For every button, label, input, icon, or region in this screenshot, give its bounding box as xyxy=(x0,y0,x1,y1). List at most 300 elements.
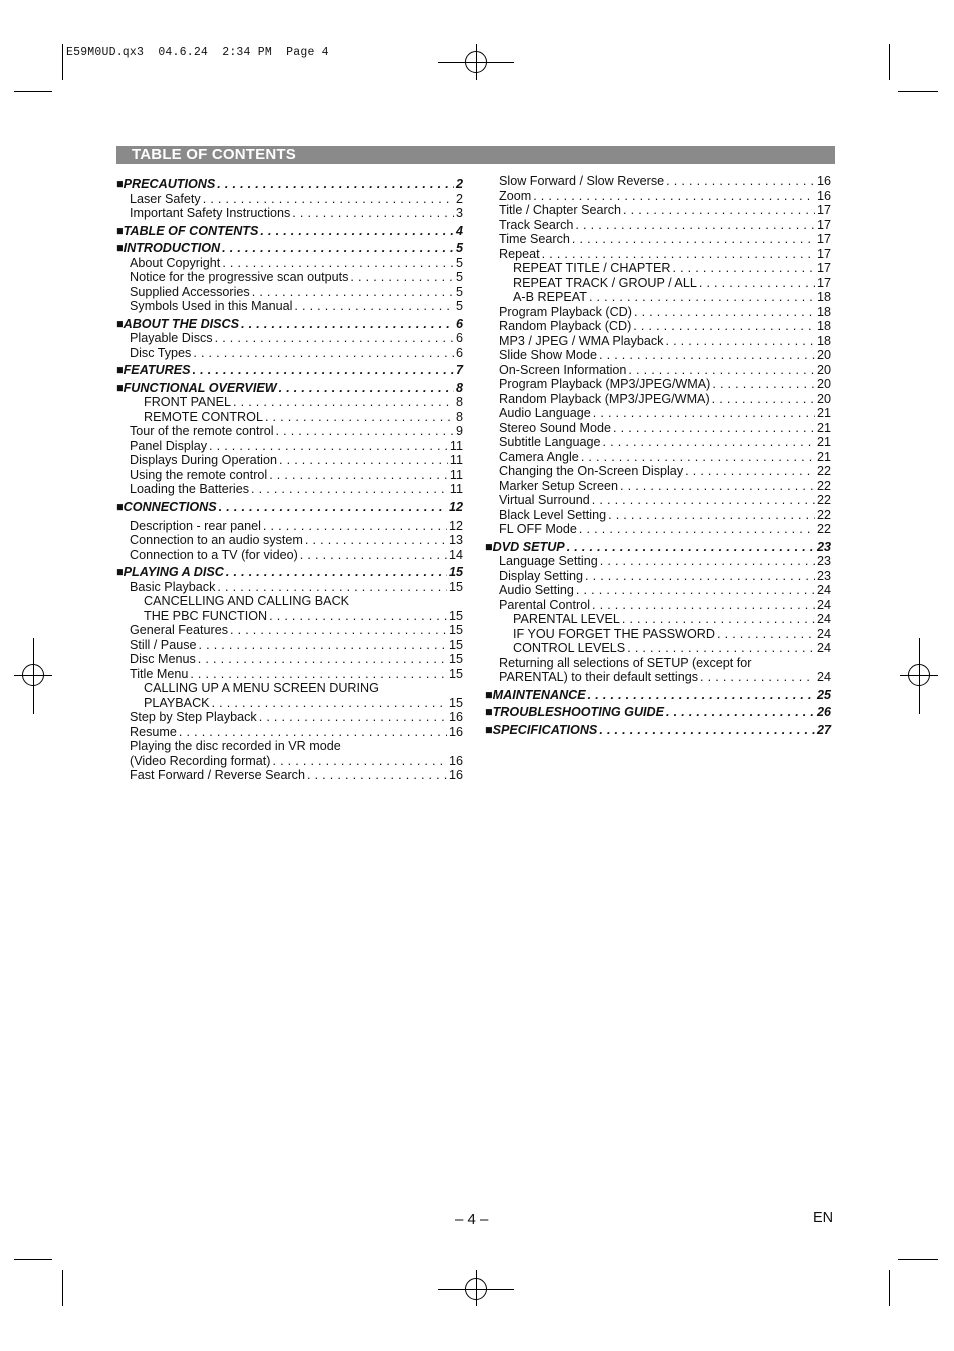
toc-entry-title: FEATURES xyxy=(123,363,191,377)
toc-page-number: 6 xyxy=(455,331,463,345)
toc-entry-title: Playable Discs xyxy=(130,331,213,345)
toc-entry[interactable] xyxy=(116,424,463,439)
dot-leader xyxy=(599,348,815,363)
toc-entry-title: Virtual Surround xyxy=(499,493,590,507)
dot-leader xyxy=(209,439,448,454)
dot-leader xyxy=(666,705,815,720)
toc-entry[interactable] xyxy=(116,667,463,682)
toc-entry[interactable] xyxy=(116,580,463,595)
toc-entry[interactable] xyxy=(116,256,463,271)
crop-mark xyxy=(14,91,52,92)
toc-entry-title: DVD SETUP xyxy=(492,539,565,554)
toc-entry[interactable] xyxy=(116,725,463,740)
toc-entry-title: Camera Angle xyxy=(499,449,579,464)
toc-entry-title: PLAYBACK xyxy=(144,695,210,710)
toc-entry-title: Supplied Accessories xyxy=(130,284,250,299)
dot-leader xyxy=(292,206,454,221)
dot-leader xyxy=(592,598,815,613)
toc-entry-title: Stereo Sound Mode xyxy=(499,420,612,435)
toc-page-number: 5 xyxy=(455,241,463,255)
dot-leader xyxy=(193,363,454,378)
toc-entry[interactable] xyxy=(116,439,463,454)
dot-leader xyxy=(600,554,815,569)
dot-leader xyxy=(712,392,815,407)
square-bullet-icon: ■ xyxy=(485,705,493,719)
toc-entry[interactable] xyxy=(485,406,831,421)
toc-entry[interactable] xyxy=(485,670,831,685)
toc-entry-title: Important Safety Instructions xyxy=(130,206,291,220)
dot-leader xyxy=(717,627,815,642)
toc-page-number: 8 xyxy=(455,395,463,409)
toc-entry-title: (Video Recording format) xyxy=(130,753,271,768)
toc-entry-line: CALLING UP A MENU SCREEN DURING xyxy=(144,681,379,695)
toc-entry-title: MAINTENANCE xyxy=(492,687,586,702)
toc-page-number: 15 xyxy=(448,637,463,652)
toc-entry[interactable] xyxy=(485,218,831,233)
toc-page-number: 3 xyxy=(455,206,463,220)
toc-entry[interactable] xyxy=(485,569,831,584)
toc-title: TABLE OF CONTENTS xyxy=(132,146,296,163)
square-bullet-icon: ■ xyxy=(116,499,124,514)
dot-leader xyxy=(305,533,447,548)
dot-leader xyxy=(217,580,447,595)
toc-entry-title: Audio Setting xyxy=(499,583,574,597)
toc-page-number: 23 xyxy=(816,568,831,583)
toc-entry-title: Connection to a TV (for video) xyxy=(130,547,298,562)
toc-section[interactable] xyxy=(116,224,463,239)
toc-entry[interactable] xyxy=(116,346,463,361)
toc-page-number: 16 xyxy=(816,188,831,203)
toc-entry-line: Returning all selections of SETUP (except for xyxy=(499,655,752,670)
dot-leader xyxy=(179,725,447,740)
toc-entry[interactable] xyxy=(485,319,831,334)
language-code: EN xyxy=(813,1210,834,1226)
toc-page-number: 2 xyxy=(455,191,463,206)
toc-entry-title: Using the remote control xyxy=(130,467,268,482)
toc-entry[interactable] xyxy=(116,696,463,711)
toc-page-number: 8 xyxy=(455,380,463,395)
toc-entry-title: Basic Playback xyxy=(130,579,216,594)
toc-page-number: 17 xyxy=(816,261,831,275)
toc-entry[interactable] xyxy=(116,623,463,638)
crop-mark xyxy=(14,1259,52,1260)
toc-entry-title: Program Playback (MP3/JPEG/WMA) xyxy=(499,377,711,391)
crop-mark xyxy=(898,1259,938,1260)
dot-leader xyxy=(279,381,454,396)
square-bullet-icon: ■ xyxy=(116,380,124,395)
toc-section[interactable] xyxy=(116,381,463,396)
toc-entry-title: FL OFF Mode xyxy=(499,522,577,536)
dot-leader xyxy=(567,540,815,555)
toc-page-number: 5 xyxy=(455,284,463,299)
toc-entry-line: Playing the disc recorded in VR mode xyxy=(130,739,341,753)
dot-leader xyxy=(589,290,815,305)
dot-leader xyxy=(241,317,454,332)
toc-entry-title: PARENTAL) to their default settings xyxy=(499,670,699,684)
toc-page-number: 11 xyxy=(449,467,463,482)
dot-leader xyxy=(628,363,815,378)
dot-leader xyxy=(259,710,447,725)
toc-entry[interactable] xyxy=(485,203,831,218)
toc-section[interactable] xyxy=(116,241,463,256)
toc-section[interactable] xyxy=(116,565,463,580)
toc-entry[interactable] xyxy=(116,331,463,346)
toc-entry-title: REMOTE CONTROL xyxy=(144,409,263,424)
toc-entry[interactable] xyxy=(485,583,831,598)
toc-section[interactable] xyxy=(485,688,831,703)
dot-leader xyxy=(217,177,454,192)
toc-page-number: 23 xyxy=(816,539,831,554)
square-bullet-icon: ■ xyxy=(116,363,124,377)
toc-entry-title: Track Search xyxy=(499,217,574,232)
toc-entry-title: FUNCTIONAL OVERVIEW xyxy=(123,380,277,395)
dot-leader xyxy=(633,319,815,334)
toc-entry-title: Black Level Setting xyxy=(499,507,607,522)
toc-section[interactable] xyxy=(485,540,831,555)
toc-page-number: 6 xyxy=(455,316,463,331)
toc-entry-title: Changing the On-Screen Display xyxy=(499,464,684,478)
toc-page-number: 15 xyxy=(448,666,463,681)
toc-page-number: 20 xyxy=(816,362,831,377)
toc-entry[interactable] xyxy=(485,612,831,627)
toc-entry-title: PLAYING A DISC xyxy=(123,565,224,579)
dot-leader xyxy=(593,406,815,421)
square-bullet-icon: ■ xyxy=(485,539,493,554)
toc-entry[interactable] xyxy=(116,754,463,769)
registration-circle xyxy=(22,664,44,686)
dot-leader xyxy=(260,224,454,239)
toc-entry-title: Resume xyxy=(130,724,177,739)
toc-page-number: 16 xyxy=(448,710,463,724)
toc-page-number: 21 xyxy=(816,435,831,449)
dot-leader xyxy=(300,548,447,563)
toc-page-number: 18 xyxy=(816,319,831,333)
toc-page-number: 5 xyxy=(455,255,463,270)
dot-leader xyxy=(198,652,447,667)
dot-leader xyxy=(579,522,815,537)
toc-section[interactable] xyxy=(485,723,831,738)
toc-entry[interactable] xyxy=(485,508,831,523)
dot-leader xyxy=(263,519,447,534)
toc-entry[interactable] xyxy=(485,348,831,363)
toc-page-number: 11 xyxy=(449,453,463,467)
dot-leader xyxy=(627,641,815,656)
toc-entry-title: Slide Show Mode xyxy=(499,348,598,362)
toc-entry[interactable] xyxy=(485,435,831,450)
registration-circle xyxy=(465,1278,487,1300)
toc-section[interactable] xyxy=(116,500,463,515)
toc-page-number: 15 xyxy=(448,652,463,666)
crop-mark xyxy=(889,44,890,80)
toc-entry-title: CONTROL LEVELS xyxy=(513,641,626,655)
toc-entry-title: Title Menu xyxy=(130,666,189,681)
toc-entry-title: Marker Setup Screen xyxy=(499,478,618,493)
crop-mark xyxy=(62,1270,63,1306)
toc-entry[interactable] xyxy=(116,482,463,497)
toc-page-number: 15 xyxy=(448,608,463,623)
toc-section[interactable] xyxy=(116,317,463,332)
toc-entry[interactable] xyxy=(116,768,463,783)
dot-leader xyxy=(592,493,815,508)
toc-page-number: 16 xyxy=(816,174,831,188)
toc-page-number: 27 xyxy=(816,722,831,737)
toc-entry[interactable] xyxy=(485,522,831,537)
toc-entry[interactable] xyxy=(116,638,463,653)
toc-entry[interactable] xyxy=(485,493,831,508)
dot-leader xyxy=(672,261,815,276)
toc-page-number: 18 xyxy=(816,304,831,319)
toc-page-number: 2 xyxy=(455,177,463,191)
toc-page-number: 22 xyxy=(816,478,831,493)
toc-entry[interactable] xyxy=(116,548,463,563)
toc-page-number: 14 xyxy=(448,547,463,562)
toc-entry[interactable] xyxy=(116,533,463,548)
dot-leader xyxy=(588,688,815,703)
dot-leader xyxy=(542,247,815,262)
toc-entry-title: Loading the Batteries xyxy=(130,482,250,496)
registration-circle xyxy=(908,664,930,686)
toc-entry[interactable] xyxy=(485,377,831,392)
toc-section[interactable] xyxy=(485,705,831,720)
toc-page-number: 22 xyxy=(816,522,831,536)
toc-page-number: 6 xyxy=(455,345,463,360)
dot-leader xyxy=(222,241,454,256)
toc-page-number: 22 xyxy=(816,507,831,522)
dot-leader xyxy=(276,424,454,439)
toc-title-bar xyxy=(116,146,835,164)
toc-page-number: 8 xyxy=(455,409,463,424)
toc-entry-title: Audio Language xyxy=(499,406,591,420)
square-bullet-icon: ■ xyxy=(116,177,124,191)
toc-entry-title: TROUBLESHOOTING GUIDE xyxy=(492,705,665,719)
toc-entry-title: Repeat xyxy=(499,246,540,261)
dot-leader xyxy=(233,395,454,410)
toc-page-number: 16 xyxy=(448,753,463,768)
registration-circle xyxy=(465,51,487,73)
dot-leader xyxy=(222,256,454,271)
toc-entry[interactable] xyxy=(485,392,831,407)
toc-page-number: 16 xyxy=(448,768,463,782)
dot-leader xyxy=(226,565,447,580)
toc-entry-title: Time Search xyxy=(499,232,570,246)
dot-leader xyxy=(190,667,447,682)
toc-entry[interactable] xyxy=(485,189,831,204)
dot-leader xyxy=(599,723,815,738)
toc-entry[interactable] xyxy=(116,206,463,221)
toc-entry-title: About Copyright xyxy=(130,255,221,270)
toc-entry-title: INTRODUCTION xyxy=(123,241,221,255)
toc-entry-title: TABLE OF CONTENTS xyxy=(123,223,259,238)
toc-entry-title: Still / Pause xyxy=(130,637,197,652)
toc-entry[interactable] xyxy=(116,468,463,483)
dot-leader xyxy=(585,569,815,584)
square-bullet-icon: ■ xyxy=(116,316,124,331)
toc-entry[interactable] xyxy=(116,270,463,285)
toc-column-right xyxy=(485,174,831,737)
toc-entry[interactable] xyxy=(485,627,831,642)
toc-page-number: 11 xyxy=(449,482,463,496)
dot-leader xyxy=(622,612,815,627)
toc-entry-title: Disc Menus xyxy=(130,652,196,666)
toc-entry[interactable] xyxy=(485,305,831,320)
toc-entry-title: Random Playback (CD) xyxy=(499,319,632,333)
dot-leader xyxy=(219,500,447,515)
toc-page-number: 15 xyxy=(448,579,463,594)
toc-entry-title: Connection to an audio system xyxy=(130,533,303,547)
dot-leader xyxy=(215,331,454,346)
toc-page-number: 17 xyxy=(816,246,831,261)
dot-leader xyxy=(269,609,447,624)
dot-leader xyxy=(252,285,454,300)
toc-entry-title: Symbols Used in this Manual xyxy=(130,299,293,313)
toc-page-number: 20 xyxy=(816,377,831,391)
toc-entry[interactable] xyxy=(485,450,831,465)
toc-page-number: 26 xyxy=(816,705,831,719)
toc-entry[interactable] xyxy=(116,285,463,300)
toc-page-number: 17 xyxy=(816,232,831,246)
dot-leader xyxy=(576,583,815,598)
toc-entry-title: Program Playback (CD) xyxy=(499,304,632,319)
toc-page-number: 17 xyxy=(816,203,831,217)
toc-entry-title: Step by Step Playback xyxy=(130,710,257,724)
toc-entry-title: Panel Display xyxy=(130,438,208,453)
toc-entry-title: Title / Chapter Search xyxy=(499,203,622,217)
dot-leader xyxy=(603,435,815,450)
toc-entry[interactable] xyxy=(485,641,831,656)
dot-leader xyxy=(265,410,454,425)
toc-page-number: 18 xyxy=(816,333,831,348)
toc-entry-title: REPEAT TITLE / CHAPTER xyxy=(513,261,671,275)
toc-page-number: 25 xyxy=(816,687,831,702)
toc-entry-title: Display Setting xyxy=(499,568,583,583)
square-bullet-icon: ■ xyxy=(116,223,124,238)
square-bullet-icon: ■ xyxy=(485,687,493,702)
toc-entry-title: Notice for the progressive scan outputs xyxy=(130,270,349,284)
toc-page-number: 20 xyxy=(816,348,831,362)
crop-mark xyxy=(898,91,938,92)
toc-page-number: 17 xyxy=(816,217,831,232)
toc-entry[interactable] xyxy=(485,261,831,276)
dot-leader xyxy=(279,453,448,468)
toc-section[interactable] xyxy=(116,363,463,378)
toc-entry-title: IF YOU FORGET THE PASSWORD xyxy=(513,626,715,641)
dot-leader xyxy=(230,623,447,638)
crop-mark xyxy=(889,1270,890,1306)
toc-page-number: 24 xyxy=(816,670,831,684)
toc-entry[interactable] xyxy=(485,421,831,436)
toc-page-number: 20 xyxy=(816,391,831,406)
toc-page-number: 17 xyxy=(816,275,831,290)
toc-page-number: 12 xyxy=(448,499,463,514)
toc-entry-title: CONNECTIONS xyxy=(123,499,217,514)
toc-entry[interactable] xyxy=(485,363,831,378)
print-slug: E59M0UD.qx3 04.6.24 2:34 PM Page 4 xyxy=(66,46,329,59)
dot-leader xyxy=(685,464,815,479)
toc-page-number: 23 xyxy=(816,554,831,568)
toc-page-number: 5 xyxy=(455,299,463,313)
toc-entry-title: Language Setting xyxy=(499,554,598,568)
toc-entry-title: Laser Safety xyxy=(130,191,201,206)
toc-entry-title: ABOUT THE DISCS xyxy=(123,316,240,331)
toc-entry-title: Fast Forward / Reverse Search xyxy=(130,768,305,782)
dot-leader xyxy=(620,479,815,494)
toc-page-number: 4 xyxy=(455,223,463,238)
toc-entry[interactable] xyxy=(485,334,831,349)
toc-entry[interactable] xyxy=(485,479,831,494)
square-bullet-icon: ■ xyxy=(116,565,124,579)
toc-entry[interactable] xyxy=(485,276,831,291)
toc-page-number: 22 xyxy=(816,464,831,478)
dot-leader xyxy=(533,189,815,204)
toc-page-number: 24 xyxy=(816,583,831,597)
toc-entry[interactable] xyxy=(485,554,831,569)
toc-entry-title: Description - rear panel xyxy=(130,518,261,533)
toc-entry[interactable] xyxy=(116,410,463,425)
toc-entry[interactable] xyxy=(485,232,831,247)
toc-page-number: 18 xyxy=(816,290,831,304)
toc-entry-title: Parental Control xyxy=(499,597,591,612)
toc-entry-title: Subtitle Language xyxy=(499,435,601,449)
dot-leader xyxy=(203,192,454,207)
toc-entry-line: CANCELLING AND CALLING BACK xyxy=(144,594,350,608)
toc-entry[interactable] xyxy=(116,299,463,314)
toc-entry[interactable] xyxy=(485,247,831,262)
toc-entry[interactable] xyxy=(485,464,831,479)
toc-entry[interactable] xyxy=(485,598,831,613)
toc-entry[interactable] xyxy=(485,174,831,189)
toc-entry[interactable] xyxy=(116,710,463,725)
dot-leader xyxy=(572,232,815,247)
toc-section[interactable] xyxy=(116,177,463,192)
toc-entry-title: Zoom xyxy=(499,188,532,203)
dot-leader xyxy=(350,270,454,285)
toc-entry-title: Tour of the remote control xyxy=(130,424,274,438)
toc-entry[interactable] xyxy=(116,609,463,624)
dot-leader xyxy=(665,334,815,349)
toc-entry-title: General Features xyxy=(130,623,229,637)
dot-leader xyxy=(699,276,815,291)
dot-leader xyxy=(634,305,815,320)
crop-mark xyxy=(62,44,63,80)
dot-leader xyxy=(666,174,815,189)
toc-entry[interactable] xyxy=(116,453,463,468)
dot-leader xyxy=(575,218,815,233)
dot-leader xyxy=(212,696,447,711)
dot-leader xyxy=(581,450,815,465)
toc-page-number: 24 xyxy=(816,641,831,655)
square-bullet-icon: ■ xyxy=(116,241,124,255)
toc-entry-title: SPECIFICATIONS xyxy=(492,722,598,737)
toc-page-number: 9 xyxy=(455,424,463,438)
toc-entry[interactable] xyxy=(485,290,831,305)
dot-leader xyxy=(251,482,448,497)
dot-leader xyxy=(608,508,815,523)
toc-page-number: 12 xyxy=(448,518,463,533)
toc-entry[interactable] xyxy=(116,519,463,534)
toc-page-number: 11 xyxy=(449,438,463,453)
toc-page-number: 13 xyxy=(448,533,463,547)
toc-entry-title: Slow Forward / Slow Reverse xyxy=(499,174,665,188)
toc-entry-title: Displays During Operation xyxy=(130,453,277,467)
toc-entry[interactable] xyxy=(116,192,463,207)
toc-entry[interactable] xyxy=(116,395,463,410)
toc-entry-title: A-B REPEAT xyxy=(513,290,587,304)
toc-entry[interactable] xyxy=(116,652,463,667)
toc-page-number: 15 xyxy=(448,623,463,637)
toc-page-number: 21 xyxy=(816,449,831,464)
dot-leader xyxy=(712,377,815,392)
dot-leader xyxy=(269,468,448,483)
